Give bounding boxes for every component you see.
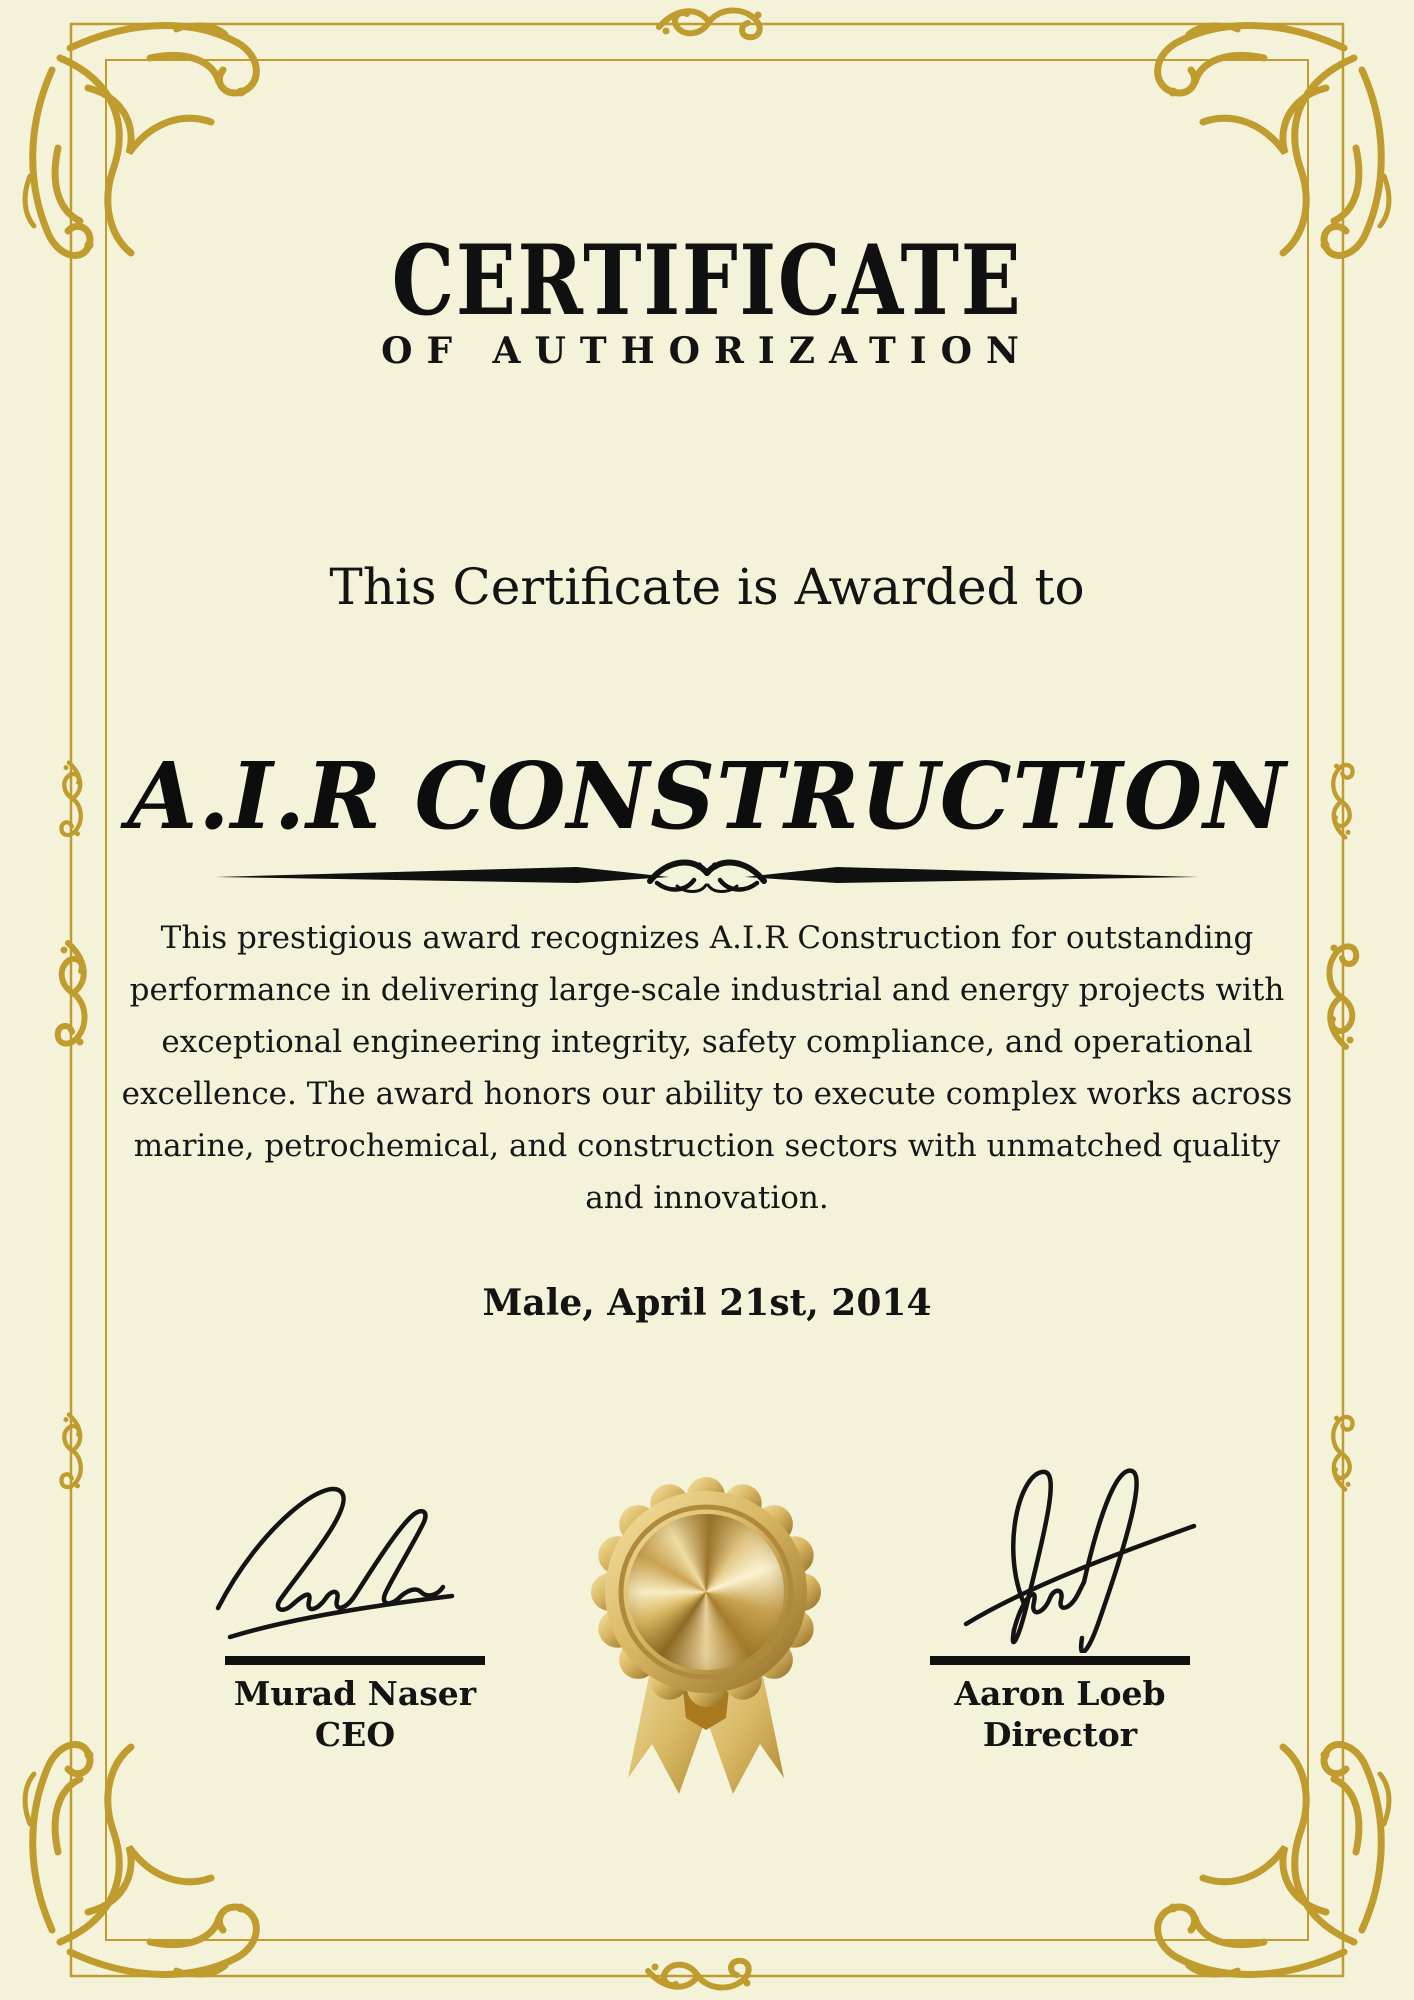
gold-medal-badge	[576, 1462, 836, 1802]
signature-murad-naser	[200, 1468, 500, 1653]
calligraphic-divider	[207, 852, 1207, 904]
body-paragraph	[0, 912, 1414, 1224]
corner-flourish-bottom-left	[25, 1745, 256, 1975]
body-line: and innovation.	[585, 1180, 829, 1216]
signatory-title-left: CEO	[314, 1715, 396, 1754]
certificate-subtitle: OF AUTHORIZATION	[381, 330, 1033, 372]
signatory-block-left	[195, 1656, 515, 1754]
certificate-title: CERTIFICATE	[391, 224, 1023, 337]
award-line: This Certificate is Awarded to	[329, 558, 1085, 616]
date-line: Male, April 21st, 2014	[482, 1282, 932, 1324]
corner-flourish-top-right	[1158, 25, 1389, 255]
bottom-edge-scroll-icon	[648, 1961, 751, 1988]
signatory-title-right: Director	[982, 1715, 1138, 1754]
top-edge-scroll-icon	[659, 10, 762, 37]
corner-flourish-top-left	[25, 25, 256, 255]
body-line: marine, petrochemical, and construction sectors with unmatched quality	[133, 1128, 1281, 1164]
recipient-name: A.I.R CONSTRUCTION	[127, 742, 1287, 850]
signature-line-right	[930, 1656, 1190, 1665]
signature-line-left	[225, 1656, 485, 1665]
signatory-block-right	[900, 1656, 1220, 1754]
body-line: excellence. The award honors our ability to execute complex works across	[121, 1076, 1293, 1112]
medal-disc	[628, 1514, 784, 1670]
body-line: This prestigious award recognizes A.I.R Construction for outstanding	[160, 920, 1254, 956]
corner-flourish-bottom-right	[1158, 1745, 1389, 1975]
body-line: performance in delivering large-scale industrial and energy projects with	[129, 972, 1285, 1008]
right-edge-leaf-icon-lower	[1333, 1416, 1352, 1490]
body-line: exceptional engineering integrity, safety compliance, and operational	[161, 1024, 1253, 1060]
left-edge-leaf-icon-lower	[61, 1415, 80, 1489]
signatory-name-right: Aaron Loeb	[954, 1674, 1166, 1713]
signatory-name-left: Murad Naser	[233, 1674, 477, 1713]
signature-aaron-loeb	[930, 1458, 1230, 1653]
